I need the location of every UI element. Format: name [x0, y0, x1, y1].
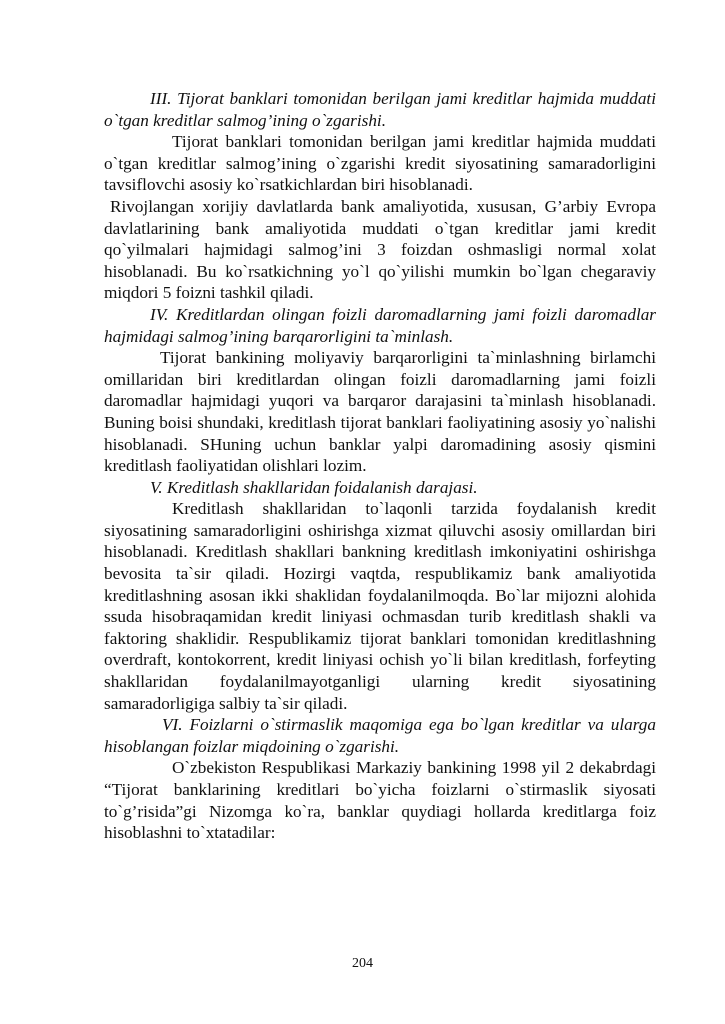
section-heading-iv: IV. Kreditlardan olingan foizli daromadlarning jami foizli daromadlar hajmidagi salmog’ining barqarorligini ta`minlash. [104, 304, 656, 346]
section-heading-iii: III. Tijorat banklari tomonidan berilgan jami kreditlar hajmida muddati o`tgan kreditlar salmog’ining o`zgarishi. [104, 89, 656, 130]
paragraph-v-1: Kreditlash shakllaridan to`laqonli tarzida foydalanish kredit siyosatining samaradorligini oshirishga xizmat qiluvchi asosiy omillardan biri hisoblanadi. Kreditlash shakllari bankning kreditlash imkoniyatini oshirishga bevosita ta`sir qiladi. Hozirgi vaqtda, respublikamiz bank amaliyotida kreditlashning asosan ikki shaklidan foydalanilmoqda. Bo`lar mijozni alohida ssuda hisobraqamidan kredit liniyasi ochmasdan turib kreditlash shakli va faktoring shaklidir. Respublikamiz tijorat banklari tomonidan kreditlashning overdraft, kontokorrent, kredit liniyasi ochish yo`li bilan kreditlash, forfeyting shakllaridan foydalanilmayotganligi ularning kredit siyosatining samaradorligiga salbiy ta`sir qiladi. [104, 499, 656, 713]
section-heading-v: V. Kreditlash shakllaridan foidalanish darajasi. [150, 477, 478, 497]
page-number: 204 [352, 956, 373, 971]
paragraph-iii-1: Tijorat banklari tomonidan berilgan jami kreditlar hajmida muddati o`tgan kreditlar salmog’ining o`zgarishi kredit siyosatining samaradorligini tavsiflovchi asosiy ko`rsatkichlardan biri hisoblanadi. [104, 132, 656, 195]
paragraph-iv-1: Tijorat bankining moliyaviy barqarorligini ta`minlashning birlamchi omillaridan biri kreditlardan olingan foizli daromadlarning jami foizli daromadlar hajmidagi yuqori va barqaror darajasini ta`minlash hisoblanadi. Buning boisi shundaki, kreditlash tijorat banklari faoliyatining asosiy yo`nalishi hisoblanadi. SHuning uchun banklar yalpi daromadining asosiy qismini kreditlash faoliyatidan olishlari lozim. [104, 348, 656, 476]
section-heading-vi: VI. Foizlarni o`stirmaslik maqomiga ega bo`lgan kreditlar va ularga hisoblangan foizlar miqdoining o`zgarishi. [104, 715, 656, 756]
document-page [104, 88, 656, 844]
paragraph-iii-2: Rivojlangan xorijiy davlatlarda bank amaliyotida, xususan, G’arbiy Evropa davlatlarining bank amaliyotida muddati o`tgan kreditlar jami kredit qo`yilmalari hajmidagi salmog’ini 3 foizdan oshmasligi normal xolat hisoblanadi. Bu ko`rsatkichning yo`l qo`yilishi mumkin bo`lgan chegaraviy miqdori 5 foizni tashkil qiladi. [104, 196, 656, 303]
paragraph-vi-1: O`zbekiston Respublikasi Markaziy bankining 1998 yil 2 dekabrdagi “Tijorat banklarining kreditlari bo`yicha foizlarni o`stirmaslik siyosati to`g’risida”gi Nizomga ko`ra, banklar quydiagi hollarda kreditlarga foiz hisoblashni to`xtatadilar: [104, 758, 656, 843]
